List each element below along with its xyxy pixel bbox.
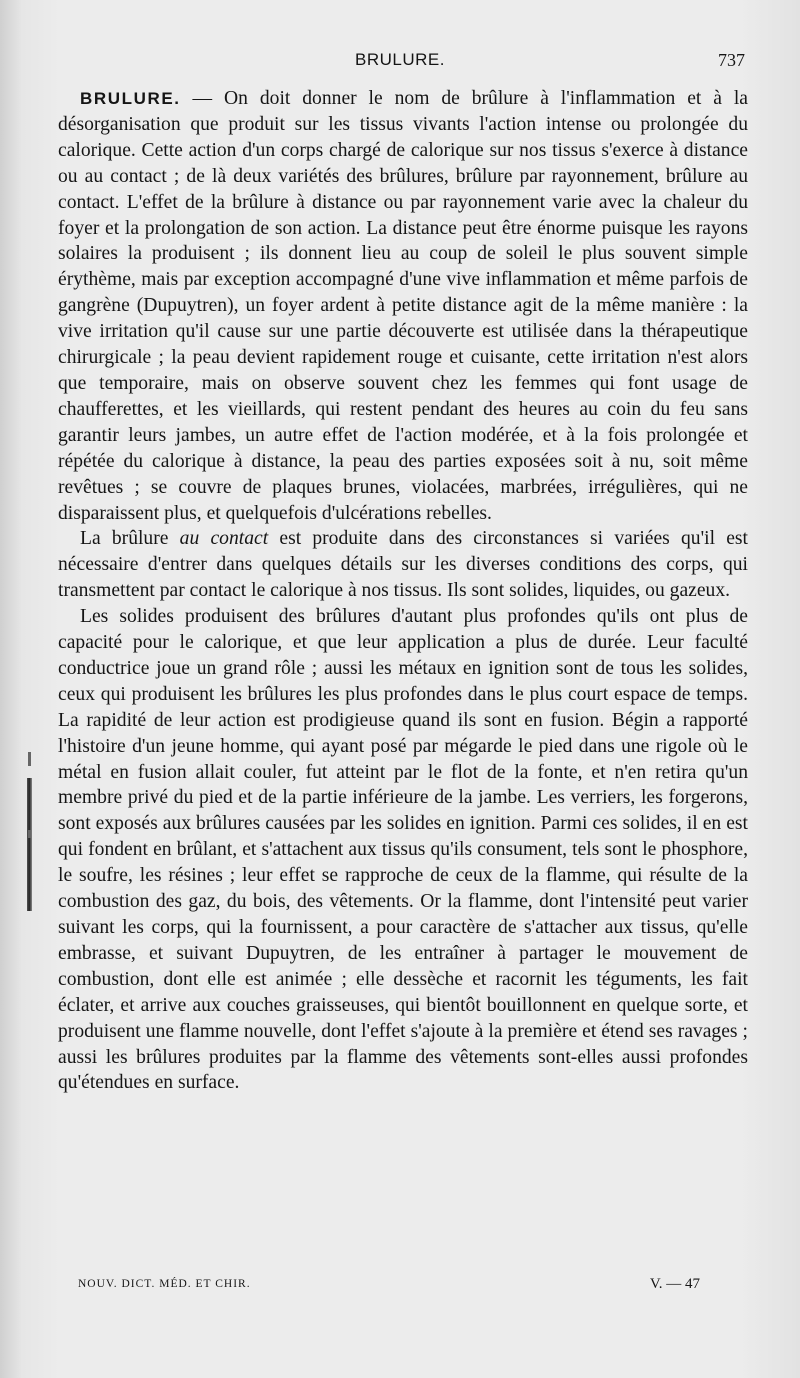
margin-tick	[28, 752, 31, 766]
running-head	[0, 50, 800, 76]
paragraph-3	[58, 604, 748, 1096]
paragraph-2	[58, 526, 748, 604]
page-footer	[78, 1276, 700, 1298]
margin-mark	[27, 778, 32, 911]
margin-tick	[28, 830, 31, 838]
paragraph-3-text: Les solides produisent des brûlures d'autant plus profondes qu'ils ont plus de capacité pour le calorique, et que leur application a plus de durée. Leur faculté conductrice joue un grand rôle ; aussi les métaux en ignition sont de tous les solides, ceux qui produisent les brûlures les plus profondes dans le plus court espace de temps. La rapidité de leur action est prodigieuse quand ils sont en fusion. Bégin a rapporté l'histoire d'un jeune homme, qui ayant posé par mégarde le pied dans une rigole où le métal en fusion allait couler, fut atteint par le flot de la fonte, et n'en retira qu'un membre privé du pied et de la partie inférieure de la jambe. Les verriers, les forgerons, sont exposés aux brûlures causées par les solides en ignition. Parmi ces solides, il en est qui fondent en brûlant, et s'attachent aux tissus qu'ils consument, tels sont le phosphore, le soufre, les résines ; leur effet se rapproche de ceux de la flamme, qui résulte de la combustion des gaz, du bois, des vêtements. Or la flamme, dont l'intensité peut varier suivant les corps, qui la fournissent, a pour caractère de s'attacher aux tissus, qu'elle embrasse, et suivant Dupuytren, de les entraîner à partager le mouvement de combustion, dont elle est animée ; elle dessèche et racornit les téguments, les fait éclater, et arrive aux couches graisseuses, qui bientôt bouillonnent en quelque sorte, et produisent une flamme nouvelle, dont l'effet s'ajoute à la première et étend ses ravages ; aussi les brûlures produites par la flamme des vêtements sont-elles aussi profondes qu'étendues en surface.	[58, 606, 748, 1094]
paragraph-2-start: La brûlure	[80, 528, 180, 550]
page-number: 737	[718, 50, 745, 70]
paragraph-1-text: — On doit donner le nom de brûlure à l'inflammation et à la désorganisation que produit sur les tissus vivants l'action intense ou prolongée du calorique. Cette action d'un corps chargé de calorique sur nos tissus s'exerce à distance ou au contact ; de là deux variétés des brûlures, brûlure par rayonnement, brûlure au contact. L'effet de la brûlure à distance ou par rayonnement varie avec la chaleur du foyer et la prolongation de son action. La distance peut être énorme puisque les rayons solaires la produisent ; ils donnent lieu au coup de soleil le plus souvent simple érythème, mais par exception accompagné d'une vive inflammation et même parfois de gangrène (Dupuytren), un foyer ardent à petite distance agit de la même manière : la vive irritation qu'il cause sur une partie découverte est utilisée dans la thérapeutique chirurgicale ; la peau devient rapidement rouge et cuisante, cette irritation n'est alors que temporaire, mais on observe souvent chez les femmes qui font usage de chaufferettes, et les vieillards, qui restent pendant des heures au coin du feu sans garantir leurs jambes, un autre effet de l'action modérée, et à la fois prolongée et répétée du calorique à distance, la peau des parties exposées soit à nu, soit même revêtues ; se couvre de plaques brunes, violacées, marbrées, irrégulières, qui ne disparaissent plus, et quelquefois d'ulcérations rebelles.	[58, 88, 748, 524]
paragraph-1	[58, 86, 748, 526]
headword: BRULURE.	[80, 89, 181, 108]
footer-signature: NOUV. DICT. MÉD. ET CHIR.	[78, 1278, 251, 1290]
running-head-title: BRULURE.	[355, 50, 445, 69]
paragraph-2-rest: est produite dans des circonstances si variées qu'il est nécessaire d'entrer dans quelques détails sur les diverses conditions des corps, qui transmettent par contact le calorique à nos tissus. Ils sont solides, liquides, ou gazeux.	[58, 528, 749, 602]
footer-volume: V. — 47	[649, 1276, 700, 1292]
article-body	[58, 86, 748, 1096]
paragraph-2-emphasis: au contact	[179, 528, 269, 550]
